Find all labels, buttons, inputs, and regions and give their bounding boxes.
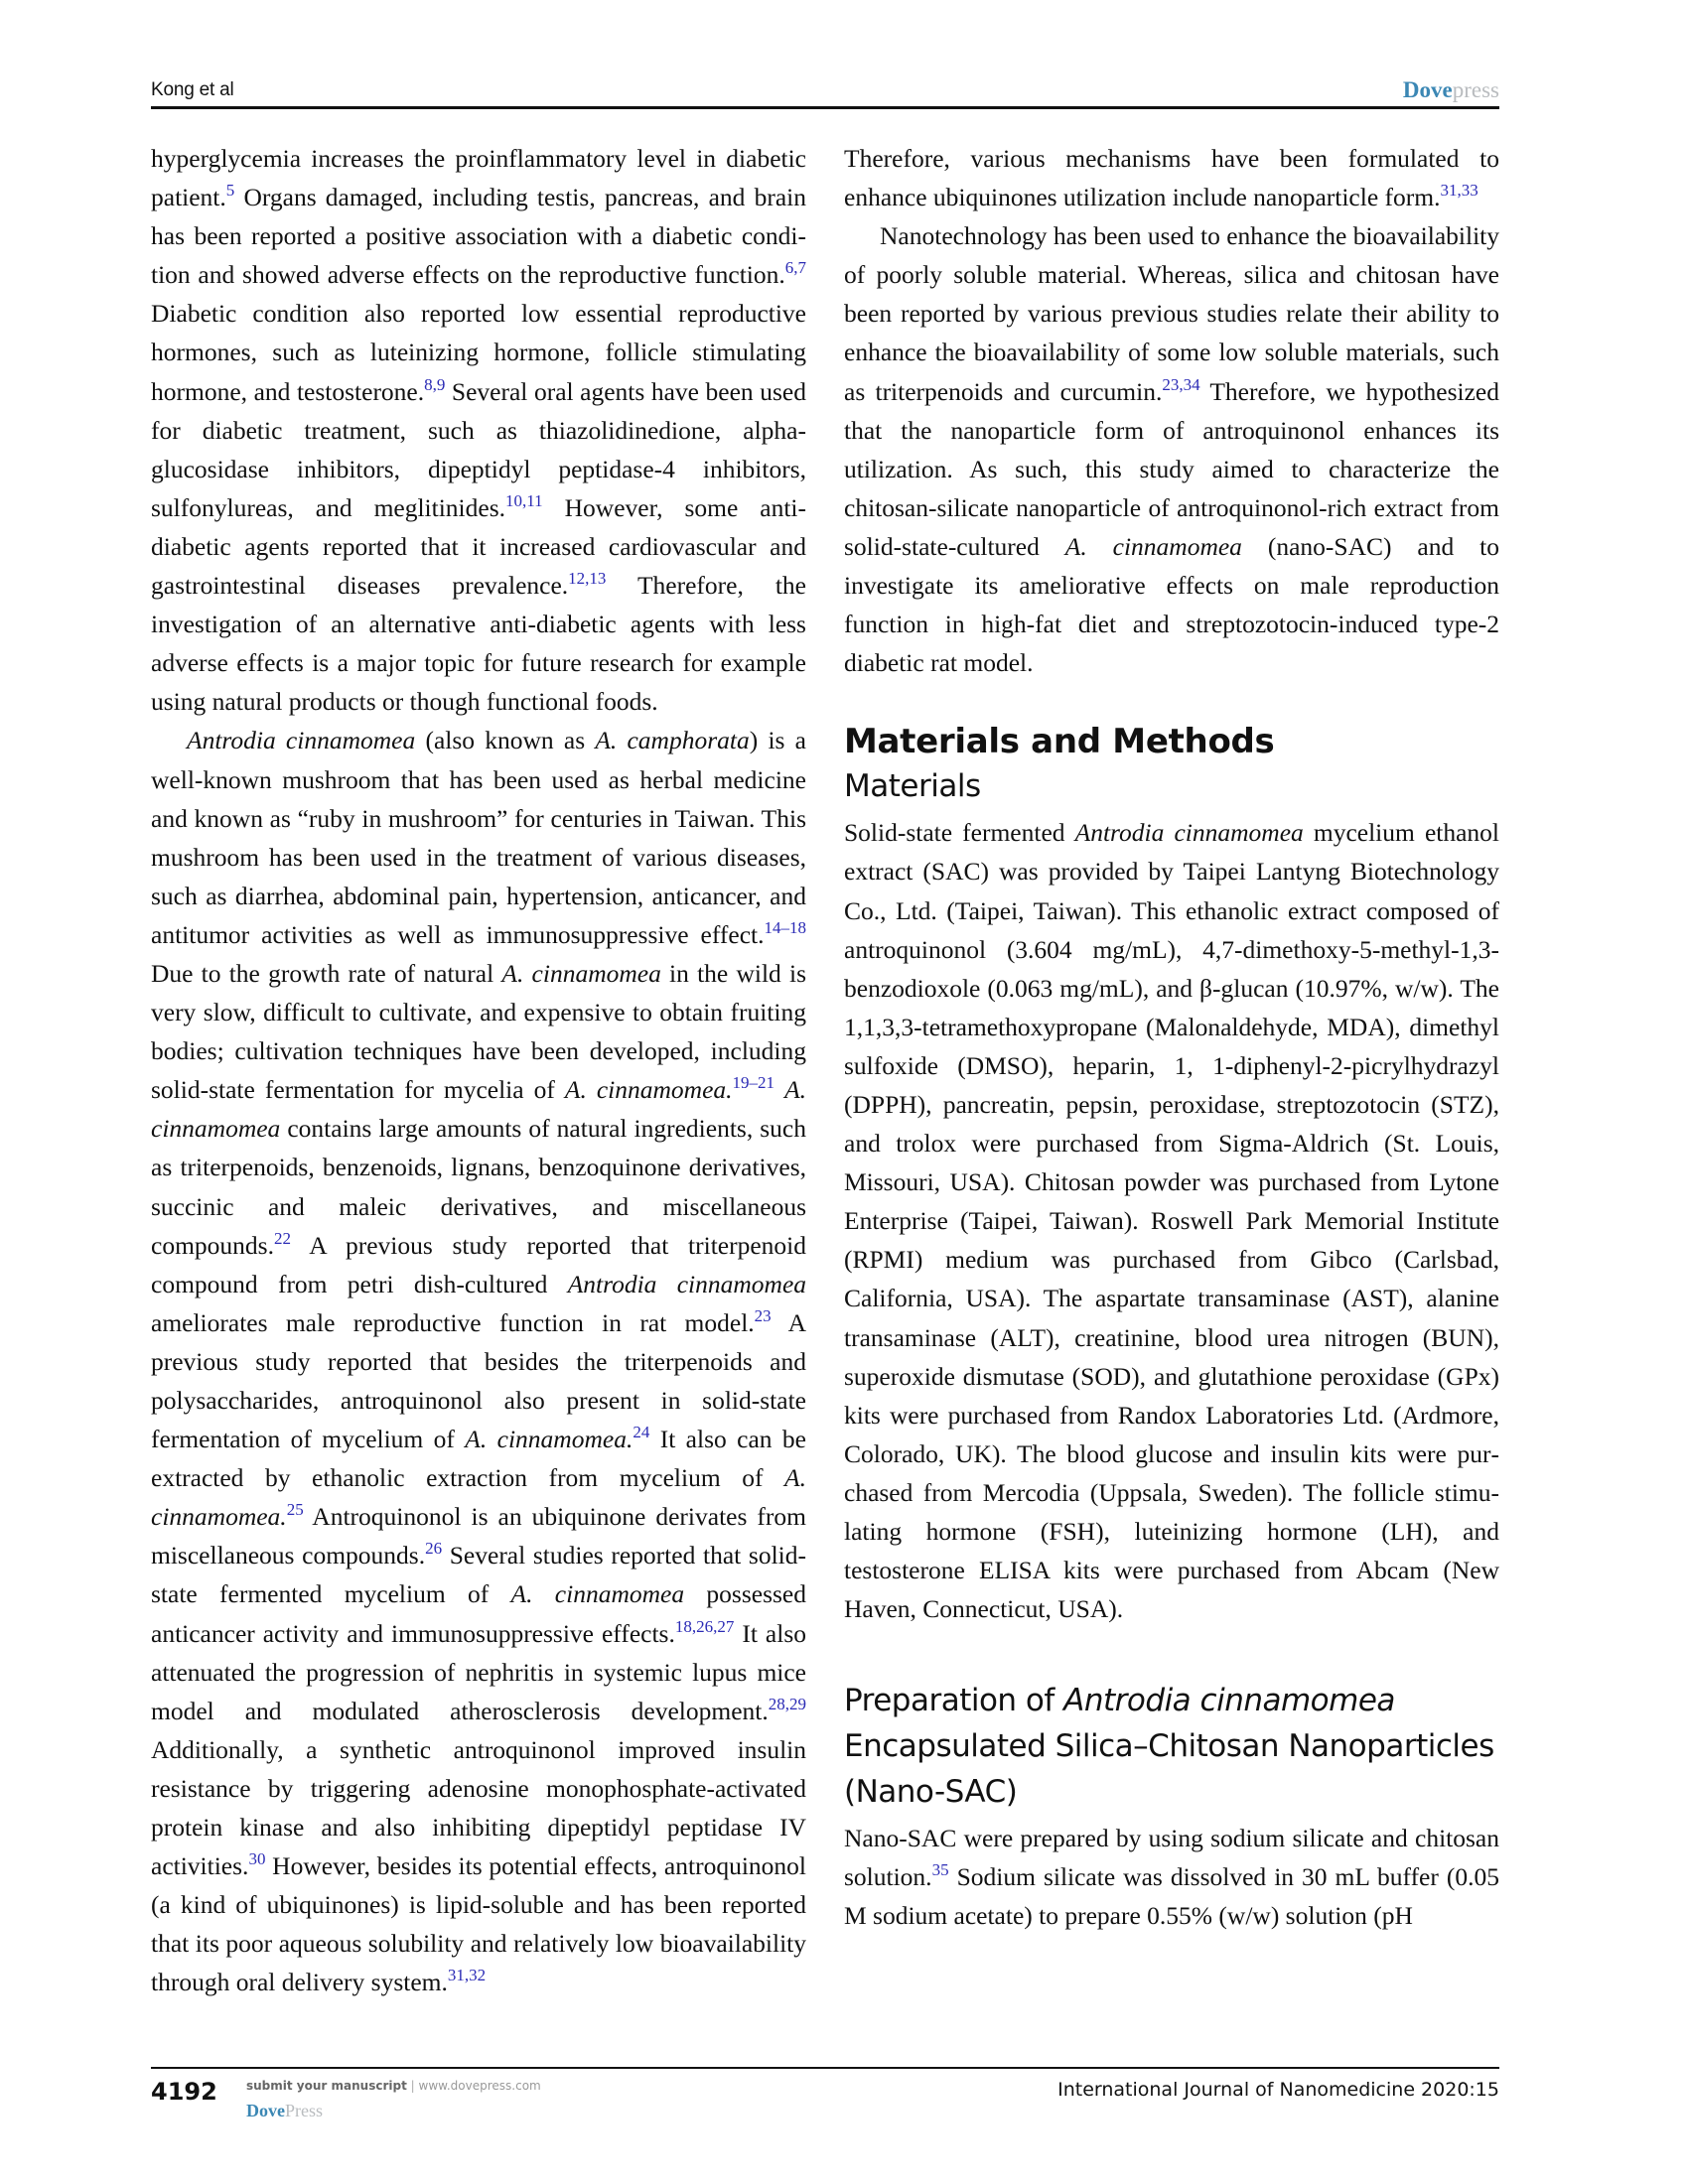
footer-logo-dove: Dove: [246, 2101, 285, 2120]
italic-term: A. camphorata: [595, 726, 750, 755]
paragraph-materials: Solid-state fermented Antrodia cinnamomea mycelium ethanol extract (SAC) was provided by Taipei Lantyng Biotechnology Co., Ltd. (Taipei, Taiwan). This ethanolic extract composed of antroquinonol (3.604 mg/mL), 4,7-dimethoxy-5-methyl-1,3-benzodioxole (0.063 mg/mL), and β-glucan (10.97%, w/w). The 1,1,3,3-tetramethoxypropane (Malonaldehyde, MDA), dimethyl sulfoxide (DMSO), heparin, 1, 1-diphenyl-2-picrylhydrazyl (DPPH), pancreatin, pepsin, peroxidase, streptozotocin (STZ), and trolox were purchased from Sigma-Aldrich (St. Louis, Missouri, USA). Chitosan powder was purchased from Lytone Enterprise (Taipei, Taiwan). Roswell Park Memorial Institute (RPMI) medium was purchased from Gibco (Carlsbad, California, USA). The aspartate transaminase (AST), alanine transaminase (ALT), creatinine, blood urea nitrogen (BUN), superoxide dismutase (SOD), and glutathione peroxidase (GPx) kits were purchased from Randox Laboratories Ltd. (Ardmore, Colorado, UK). The blood glucose and insulin kits were purchased from Mercodia (Uppsala, Sweden). The follicle stimulating hormone (FSH), luteinizing hormone (LH), and testosterone ELISA kits were purchased from Abcam (New Haven, Connecticut, USA).: [844, 818, 1499, 1624]
citation-link[interactable]: 35: [931, 1860, 949, 1880]
italic-term: A. cinnamomea.: [151, 1463, 806, 1532]
paragraph-preparation: Nano-SAC were prepared by using sodium silicate and chitosan solution.$^{35}$ Sodium silicate was dissolved in 30 mL buffer (0.05 M sodium acetate) to prepare 0.55% (w/w) solution (pH: [844, 1824, 1499, 1931]
italic-term: A. cinnamomea.: [564, 1075, 733, 1105]
paragraph-intro: hyperglycemia increases the proinflammatory level in diabetic patient.$^5$ Organs damaged, including testis, pancreas, and brain has been reported a positive association with a diabetic condition and showed adverse effects on the reproductive function.$^{6,7}$ Diabetic condition also reported low essential reproductive hormones, such as luteinizing hormone, follicle stimulating hormone, and testosterone.$^{8,9}$ Several oral agents have been used for diabetic treatment, such as thiazolidinedione, alpha-glucosidase inhibitors, dipeptidyl peptidase-4 inhibitors, sulfonylureas, and meglitinides.$^{10,11}$ However, some anti-diabetic agents reported that it increased cardiovascular and gastrointestinal diseases prevalence.$^{12,13}$ Therefore, the investigation of an alternative anti-diabetic agents with less adverse effects is a major topic for future research for example using natural products or though functional foods.: [151, 144, 807, 717]
left-column: [151, 139, 806, 2002]
citation-link[interactable]: 24: [633, 1423, 650, 1442]
citation-link[interactable]: 28,29: [768, 1694, 806, 1713]
italic-term: A. cinnamomea: [151, 1075, 807, 1144]
dovepress-url-link[interactable]: www.dovepress.com: [418, 2079, 541, 2093]
subheading-materials: Materials: [844, 768, 981, 805]
italic-term: A. cinnamomea: [1064, 531, 1242, 561]
section-heading-materials-methods: Materials and Methods: [844, 722, 1275, 762]
logo-dove: Dove: [1402, 77, 1453, 102]
citation-link[interactable]: 23: [754, 1305, 772, 1325]
italic-term: Antrodia cinnamomea: [187, 726, 416, 755]
paragraph-antrodia: Antrodia cinnamomea (also known as A. camphorata) is a well-known mushroom that has been used as herbal medicine and known as “ruby in mushroom” for centuries in Taiwan. This mushroom has been used in the treatment of various diseases, such as diarrhea, abdominal pain, hypertension, anticancer, and antitumor activities as well as immunosuppressive effect.$^{14-18}$ Due to the growth rate of natural A. cinnamomea in the wild is very slow, difficult to cultivate, and expensive to obtain fruiting bodies; cultivation techniques have been developed, including solid-state fermentation for mycelia of A. cinnamomea.$^{19-21}$ A. cinnamomea contains large amounts of natural ingredients, such as triterpenoids, benzenoids, lignans, benzoquinone derivatives, succinic and maleic derivatives, and miscellaneous compounds.$^{22}$ A previous study reported that triterpenoid compound from petri dish-cultured Antrodia cinnamomea ameliorates male reproductive function in rat model.$^{23}$ A previous study reported that besides the triterpenoids and polysaccharides, antroquinonol also present in solid-state fermentation of mycelium of A. cinnamomea.$^{24}$ It also can be extracted by ethanolic extraction from mycelium of A. cinnamomea.$^{25}$ Antroquinonol is an ubiquinone derivates from miscellaneous compounds.$^{26}$ Several studies reported that solid-state fermented mycelium of A. cinnamomea possessed anticancer activity and immunosuppressive effects.$^{18,26,27}$ It also attenuated the progression of nephritis in systemic lupus mice model and modulated atherosclerosis development.$^{28,29}$ Additionally, a synthetic antroquinonol improved insulin resistance by triggering adenosine monophosphate-activated protein kinase and also inhibiting dipeptidyl peptidase IV activities.$^{30}$ However, besides its potential effects, antroquinonol (a kind of ubiquinones) is lipid-soluble and has been reported that its poor aqueous solubility and relatively low bioavailability through oral delivery system.$^{31,32}$: [151, 726, 807, 1997]
italic-term: Antrodia cinnamomea: [567, 1269, 807, 1298]
page-number: 4192: [151, 2078, 217, 2106]
citation-link[interactable]: 10,11: [505, 490, 543, 510]
citation-link[interactable]: 18,26,27: [674, 1616, 735, 1636]
footer-divider: [151, 2067, 1499, 2069]
citation-link[interactable]: 14–18: [764, 917, 806, 937]
running-header: [151, 77, 1499, 109]
right-column: [844, 139, 1499, 1936]
citation-link[interactable]: 5: [225, 181, 235, 201]
logo-press: press: [1452, 77, 1499, 102]
citation-link[interactable]: 31,33: [1440, 181, 1478, 201]
italic-term: Antrodia cinnamomea: [1074, 818, 1304, 848]
italic-term: A. cinnamomea: [510, 1579, 685, 1609]
citation-link[interactable]: 22: [273, 1228, 291, 1248]
citation-link[interactable]: 31,32: [447, 1966, 487, 1985]
italic-term: A. cinnamomea.: [465, 1425, 633, 1454]
italic-term: A. cinnamomea: [501, 958, 661, 988]
dovepress-logo[interactable]: [1403, 77, 1499, 103]
journal-citation: International Journal of Nanomedicine 2020:15: [1057, 2079, 1499, 2101]
footer-logo-press: Press: [285, 2101, 324, 2120]
footer-dovepress-logo[interactable]: [246, 2101, 323, 2121]
citation-link[interactable]: 8,9: [424, 374, 446, 394]
submit-manuscript-link[interactable]: submit your manuscript: [246, 2079, 407, 2093]
citation-link[interactable]: 30: [248, 1849, 266, 1869]
paragraph-nanotechnology: Nanotechnology has been used to enhance the bioavailability of poorly soluble material. Whereas, silica and chitosan have been reported by various previous studies relate their ability to enhance the bioavailability of some low soluble materials, such as triterpenoids and curcumin.$^{23,34}$ Therefore, we hypothesized that the nanoparticle form of antroquinonol enhances its utilization. As such, this study aimed to characterize the chitosan-silicate nanoparticle of antroquinonol-rich extract from solid-state-cultured A. cinnamomea (nano-SAC) and to investigate its ameliorative effects on male reproduction function in high-fat diet and streptozotocin-induced type-2 diabetic rat model.: [844, 221, 1499, 678]
submit-manuscript-line: [246, 2079, 541, 2093]
citation-link[interactable]: 25: [286, 1500, 304, 1520]
header-divider: [151, 106, 1499, 109]
running-author: Kong et al: [151, 79, 234, 100]
footer-separator: |: [410, 2079, 415, 2093]
paragraph-mechanisms: Therefore, various mechanisms have been formulated to enhance ubiquinones utilization include nanoparticle form.$^{31,33}$: [844, 144, 1499, 212]
citation-link[interactable]: 19–21: [732, 1073, 775, 1093]
italic-term: Antrodia cinnamomea: [1063, 1683, 1395, 1719]
citation-link[interactable]: 6,7: [784, 258, 806, 278]
citation-link[interactable]: 23,34: [1162, 374, 1200, 394]
subheading-preparation: Preparation of Antrodia cinnamomea Encapsulated Silica–Chitosan Nanoparticles (Nano-SAC): [844, 1683, 1494, 1811]
citation-link[interactable]: 26: [425, 1539, 443, 1559]
citation-link[interactable]: 12,13: [568, 569, 607, 589]
